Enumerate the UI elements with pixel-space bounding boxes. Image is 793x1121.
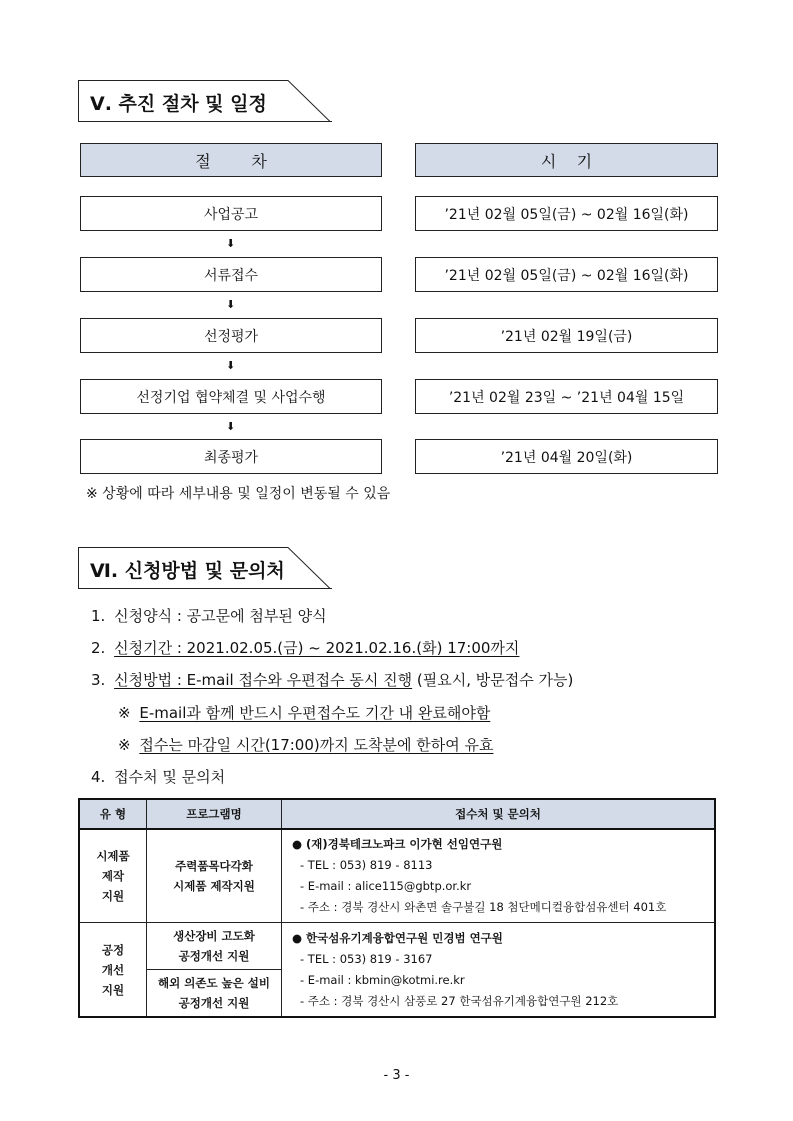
list-item-1: [91, 605, 327, 626]
contact-tel: - TEL : 053) 819 - 3167: [300, 951, 433, 966]
program-line: 시제품 제작지원: [173, 879, 255, 893]
type-line: 제작: [101, 869, 125, 883]
type-line: 지원: [101, 982, 125, 997]
type-cell: [79, 923, 147, 1018]
type-line: 공정: [101, 942, 125, 957]
section5-title-tab: [78, 80, 332, 122]
list-number: 1.: [91, 607, 106, 625]
period-header: 시 기: [415, 143, 718, 177]
list-item-4: [91, 766, 225, 787]
type-line: 시제품: [96, 849, 130, 863]
down-arrow-icon: ⬇: [226, 359, 236, 372]
contact-cell: [282, 829, 716, 923]
sub-note-2: [118, 734, 493, 755]
program-line: 생산장비 고도화: [173, 929, 255, 943]
program-cell: [147, 970, 282, 1018]
type-line: 지원: [101, 889, 125, 903]
down-arrow-icon: ⬇: [226, 237, 236, 250]
step-box: 서류접수: [80, 257, 382, 292]
contact-email[interactable]: - E-mail : alice115@gbtp.or.kr: [300, 879, 472, 893]
down-arrow-icon: ⬇: [226, 420, 236, 433]
list-number: 3.: [91, 671, 106, 689]
down-arrow-icon: ⬇: [226, 298, 236, 311]
sub-note-text: 접수는 마감일 시간(17:00)까지 도착분에 한하여 유효: [139, 736, 494, 754]
contact-name: ● 한국섬유기계융합연구원 민경범 연구원: [292, 930, 503, 945]
step-box: 최종평가: [80, 439, 382, 474]
type-line: 개선: [101, 962, 125, 977]
contact-address: - 주소 : 경북 경산시 와촌면 솔구불길 18 첨단메디컬융합섬유센터 401호: [300, 900, 667, 914]
list-text: 신청양식 : 공고문에 첨부된 양식: [114, 607, 327, 625]
reference-mark: ※: [118, 736, 131, 754]
contact-email[interactable]: - E-mail : kbmin@kotmi.re.kr: [300, 972, 465, 987]
page-number: - 3 -: [383, 1068, 410, 1083]
step-box: 선정기업 협약체결 및 사업수행: [80, 379, 382, 414]
program-cell: [147, 829, 282, 923]
period-box: ’21년 02월 05일(금) ~ 02월 16일(화): [415, 196, 718, 231]
contact-name: ● (재)경북테크노파크 이가현 선임연구원: [292, 837, 503, 851]
period-box: ’21년 02월 23일 ~ ’21년 04월 15일: [415, 379, 718, 414]
step-box: 선정평가: [80, 318, 382, 353]
contact-table: [78, 798, 716, 1018]
list-text: 신청기간 : 2021.02.05.(금) ~ 2021.02.16.(화) 17:00까지: [114, 639, 520, 657]
list-text-rest: (필요시, 방문접수 가능): [412, 671, 574, 689]
period-box: ’21년 04월 20일(화): [415, 439, 718, 474]
header-program: 프로그램명: [147, 799, 282, 829]
contact-cell: [282, 923, 716, 1018]
list-number: 4.: [91, 768, 106, 786]
list-item-3: [91, 669, 573, 690]
reference-mark: ※: [118, 704, 131, 722]
procedure-header: 절 차: [80, 143, 382, 177]
program-cell: [147, 923, 282, 970]
header-type: 유 형: [79, 799, 147, 829]
program-line: 공정개선 지원: [178, 949, 250, 963]
sub-note-text: E-mail과 함께 반드시 우편접수도 기간 내 완료해야함: [139, 704, 491, 722]
program-line: 주력품목다각화: [175, 859, 253, 873]
table-header-row: [79, 799, 715, 829]
list-number: 2.: [91, 639, 106, 657]
list-text-underlined: 신청방법 : E-mail 접수와 우편접수 동시 진행: [114, 671, 413, 689]
contact-tel: - TEL : 053) 819 - 8113: [300, 858, 433, 872]
period-box: ’21년 02월 05일(금) ~ 02월 16일(화): [415, 257, 718, 292]
sub-note-1: [118, 702, 490, 723]
schedule-note: ※ 상황에 따라 세부내용 및 일정이 변동될 수 있음: [86, 486, 391, 502]
section6-title-tab: [78, 547, 332, 589]
program-line: 공정개선 지원: [178, 996, 250, 1010]
list-item-2: [91, 637, 519, 658]
program-line: 해외 의존도 높은 설비: [158, 976, 270, 990]
contact-address: - 주소 : 경북 경산시 삼풍로 27 한국섬유기계융합연구원 212호: [300, 993, 619, 1008]
list-text: 접수처 및 문의처: [114, 768, 226, 786]
section6-title: Ⅵ. 신청방법 및 문의처: [90, 560, 285, 582]
type-cell: [79, 829, 147, 923]
table-row: [79, 923, 715, 970]
period-box: ’21년 02월 19일(금): [415, 318, 718, 353]
table-row: [79, 829, 715, 923]
section5-title: Ⅴ. 추진 절차 및 일정: [90, 93, 267, 115]
step-box: 사업공고: [80, 196, 382, 231]
header-contact: 접수처 및 문의처: [282, 799, 716, 829]
